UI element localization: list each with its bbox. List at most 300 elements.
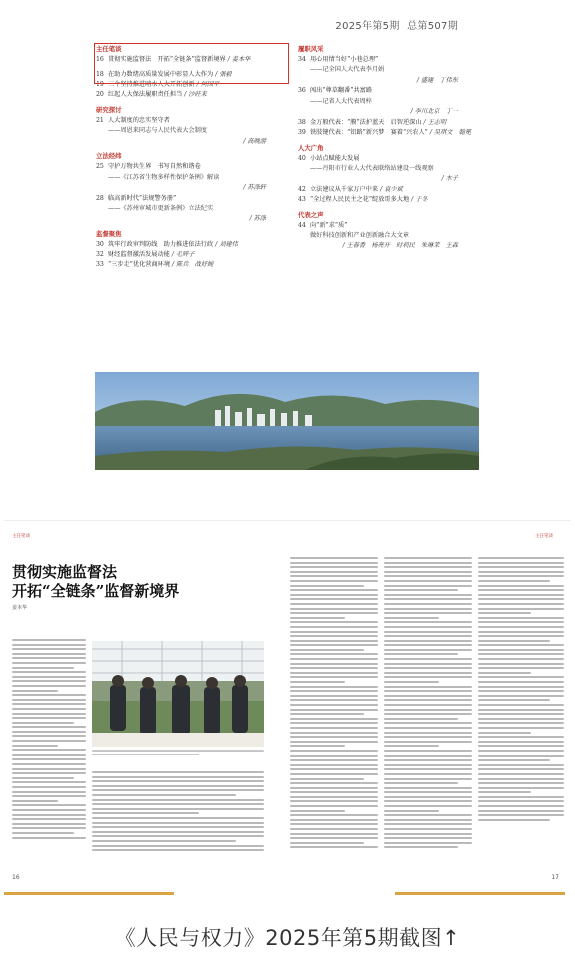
text-line xyxy=(290,842,364,844)
text-line xyxy=(92,831,264,833)
text-line xyxy=(92,750,264,752)
text-line xyxy=(290,644,378,646)
text-line xyxy=(478,603,564,605)
text-line xyxy=(478,635,564,637)
text-line xyxy=(384,773,472,775)
toc-right-column xyxy=(298,45,478,257)
text-line xyxy=(478,617,564,619)
text-line xyxy=(290,819,378,821)
text-line xyxy=(478,773,564,775)
text-line xyxy=(12,671,86,673)
text-line xyxy=(12,786,86,788)
toc-item-page: 42 xyxy=(298,185,306,193)
article-body-column-4 xyxy=(384,557,472,851)
gold-bar-right xyxy=(395,892,565,895)
text-line xyxy=(290,745,345,747)
toc-section xyxy=(96,106,286,145)
toc-item-subtitle: ——《苏州审城市更新条例》立法纪实 xyxy=(108,204,214,212)
text-line xyxy=(290,617,345,619)
text-line xyxy=(478,621,564,623)
toc-section-title: 人大广角 xyxy=(298,143,324,152)
text-line xyxy=(478,681,564,683)
toc-item-author: / 姜本华 xyxy=(227,56,251,63)
text-line xyxy=(290,699,378,701)
text-line xyxy=(478,631,564,633)
text-line xyxy=(92,785,264,787)
text-line xyxy=(290,612,378,614)
text-line xyxy=(384,805,472,807)
text-line xyxy=(290,727,378,729)
text-line xyxy=(384,653,458,655)
text-line xyxy=(12,763,86,765)
toc-item-page: 43 xyxy=(298,196,306,203)
text-line xyxy=(384,589,458,591)
text-line xyxy=(12,754,86,756)
text-line xyxy=(478,566,564,568)
text-line xyxy=(290,695,378,697)
text-line xyxy=(478,557,564,559)
text-line xyxy=(384,823,472,825)
text-line xyxy=(478,562,564,564)
text-line xyxy=(12,827,86,829)
text-line xyxy=(290,810,345,812)
text-line xyxy=(478,653,564,655)
text-line xyxy=(478,626,564,628)
text-line xyxy=(12,818,86,820)
toc-section-title: 主任笔谈 xyxy=(96,45,122,53)
text-line xyxy=(290,658,378,660)
toc-item-title: 小站点赋能大发展 xyxy=(310,154,360,162)
text-line xyxy=(478,759,550,761)
text-line xyxy=(384,566,472,568)
text-line xyxy=(478,649,564,651)
text-line xyxy=(384,814,472,816)
text-line xyxy=(290,750,378,752)
text-line xyxy=(384,833,472,835)
text-line xyxy=(12,644,86,646)
text-line xyxy=(290,594,378,596)
text-line xyxy=(384,745,439,747)
toc-item-author: / 刘建伟 xyxy=(215,240,238,248)
toc-item-page: 19 xyxy=(96,81,104,88)
text-line xyxy=(290,626,378,628)
text-line xyxy=(290,653,378,655)
text-line xyxy=(290,796,378,798)
toc-item-title: 闯出“尊草翻番”共富路 xyxy=(310,87,373,95)
toc-item xyxy=(96,241,286,249)
column-tag-left: 主任笔谈 xyxy=(12,534,30,539)
text-line xyxy=(478,663,564,665)
text-line xyxy=(290,713,364,715)
text-line xyxy=(92,822,264,824)
toc-item-author: / 盛建 丁伟东 xyxy=(416,76,458,84)
text-line xyxy=(290,672,378,674)
text-line xyxy=(478,594,564,596)
text-line xyxy=(290,759,378,761)
toc-item-author: / 苏涤轩 xyxy=(243,183,266,191)
toc-item-title: 向“新”求“质” xyxy=(310,221,348,229)
text-line xyxy=(92,826,264,828)
toc-item-title: 红起人大保法履职责任担当 xyxy=(108,91,183,99)
text-line xyxy=(290,690,378,692)
meeting-photo xyxy=(92,641,264,747)
text-line xyxy=(384,796,472,798)
text-line xyxy=(384,575,472,577)
text-line xyxy=(384,612,472,614)
text-line xyxy=(290,828,378,830)
toc-item-title: 财经监督激活发展动能 xyxy=(108,251,170,258)
text-line xyxy=(12,795,86,797)
issue-total: 总第507期 xyxy=(407,21,458,32)
text-line xyxy=(290,580,378,582)
toc-item-title: 金万般代表：“膜”法护蓝天 启智逆深山 xyxy=(310,118,422,126)
text-line xyxy=(478,741,564,743)
text-line xyxy=(290,608,378,610)
text-line xyxy=(290,663,378,665)
text-line xyxy=(12,662,86,664)
text-line xyxy=(384,608,472,610)
text-line xyxy=(478,690,564,692)
text-line xyxy=(384,722,472,724)
text-line xyxy=(290,787,378,789)
toc-item-title: 守护万物共生界 书写自然和谐卷 xyxy=(108,163,201,171)
article-body-column-5 xyxy=(478,557,564,823)
text-line xyxy=(12,823,86,825)
text-line xyxy=(290,791,378,793)
text-line xyxy=(12,745,58,747)
text-line xyxy=(384,617,439,619)
text-line xyxy=(12,832,74,834)
text-line xyxy=(92,812,199,814)
text-line xyxy=(92,845,264,847)
text-line xyxy=(384,594,472,596)
text-line xyxy=(478,745,564,747)
text-line xyxy=(478,644,564,646)
toc-item-author: / 何国平 xyxy=(196,81,220,88)
text-line xyxy=(384,819,472,821)
toc-item-author: / 吴琪文 翰冕 xyxy=(429,128,472,136)
text-line xyxy=(384,695,472,697)
text-line xyxy=(384,603,472,605)
toc-item-author: / 李川北京 丁一 xyxy=(410,107,458,115)
text-line xyxy=(92,835,264,837)
toc-item xyxy=(298,155,478,163)
toc-section-title: 立法经纬 xyxy=(96,152,122,161)
toc-item xyxy=(298,186,478,194)
text-line xyxy=(92,780,264,782)
text-line xyxy=(12,680,86,682)
text-line xyxy=(12,781,86,783)
text-line xyxy=(384,759,472,761)
text-line xyxy=(290,823,378,825)
text-line xyxy=(384,718,458,720)
text-line xyxy=(478,787,564,789)
text-line xyxy=(478,800,564,802)
toc-item-title: 三个坚持推进哨水人大开拓创新 xyxy=(108,81,195,88)
toc-item-page: 32 xyxy=(96,251,104,258)
text-line xyxy=(12,639,86,641)
text-line xyxy=(290,603,378,605)
text-line xyxy=(290,571,378,573)
text-line xyxy=(478,676,564,678)
toc-item xyxy=(96,251,286,259)
toc-item xyxy=(298,87,478,95)
article-body-column-1 xyxy=(12,639,86,841)
text-line xyxy=(290,768,378,770)
text-line xyxy=(92,794,236,796)
text-line xyxy=(12,667,74,669)
text-line xyxy=(478,727,564,729)
text-line xyxy=(92,799,264,801)
text-line xyxy=(12,708,86,710)
text-line xyxy=(384,562,472,564)
text-line xyxy=(92,771,264,773)
text-line xyxy=(384,842,472,844)
text-line xyxy=(12,837,86,839)
text-line xyxy=(12,676,86,678)
text-line xyxy=(478,805,564,807)
text-line xyxy=(478,718,564,720)
text-line xyxy=(478,709,564,711)
toc-item-page: 39 xyxy=(298,128,306,136)
toc-item-page: 16 xyxy=(96,56,104,63)
text-line xyxy=(290,805,378,807)
article-title-line1: 贯彻实施监督法 xyxy=(12,563,118,581)
text-line xyxy=(384,732,472,734)
toc-item-title: 在助力数绪高质量发展中彰显人大作为 xyxy=(108,70,214,78)
text-line xyxy=(290,736,378,738)
text-line xyxy=(290,575,378,577)
text-line xyxy=(12,749,86,751)
text-line xyxy=(478,640,550,642)
text-line xyxy=(384,764,472,766)
text-line xyxy=(384,649,472,651)
text-line xyxy=(384,736,472,738)
text-line xyxy=(384,713,472,715)
gold-bar-left xyxy=(4,892,174,895)
text-line xyxy=(478,598,564,600)
toc-item xyxy=(298,222,478,230)
text-line xyxy=(290,833,378,835)
text-line xyxy=(12,768,86,770)
photo-caption xyxy=(92,750,264,758)
toc-item-page: 25 xyxy=(96,163,104,171)
text-line xyxy=(290,649,364,651)
text-line xyxy=(478,686,564,688)
text-line xyxy=(478,791,531,793)
text-line xyxy=(384,800,472,802)
article-spread xyxy=(4,520,571,895)
toc-item-title: 用心用情当好“小巷总理” xyxy=(310,56,379,63)
toc-item-author: / 王春香 杨亮开 时利民 朱琳茉 王森 xyxy=(342,242,458,250)
toc-item-title: 临高新时代“法规警务册” xyxy=(108,194,177,202)
text-line xyxy=(384,681,439,683)
toc-section xyxy=(298,45,478,137)
text-line xyxy=(290,773,378,775)
toc-item-page: 30 xyxy=(96,240,104,248)
toc-item-author: / 毛辉子 xyxy=(171,251,195,258)
text-line xyxy=(478,580,550,582)
text-line xyxy=(290,667,378,669)
text-line xyxy=(478,608,564,610)
text-line xyxy=(384,676,472,678)
text-line xyxy=(92,803,264,805)
toc-item-subtitle: ——周恩来同志与人民代表大会制度 xyxy=(108,127,207,135)
text-line xyxy=(384,755,472,757)
toc-item-page: 28 xyxy=(96,194,104,202)
text-line xyxy=(384,658,472,660)
text-line xyxy=(384,846,458,848)
toc-item-title: 筑牢行政审判防线 助力推进依法行政 xyxy=(108,240,214,248)
toc-item xyxy=(298,56,478,64)
text-line xyxy=(384,640,472,642)
text-line xyxy=(12,657,86,659)
text-line xyxy=(92,808,264,810)
text-line xyxy=(384,750,472,752)
text-line xyxy=(290,621,378,623)
article-body-column-3 xyxy=(290,557,378,851)
article-body-column-2 xyxy=(92,771,264,854)
text-line xyxy=(290,631,378,633)
text-line xyxy=(12,814,86,816)
text-line xyxy=(384,791,472,793)
highlight-box xyxy=(94,43,289,84)
toc-section xyxy=(96,230,286,269)
toc-section-title: 监督聚焦 xyxy=(96,229,122,238)
toc-item xyxy=(298,119,478,127)
text-line xyxy=(290,589,378,591)
text-line xyxy=(12,777,74,779)
issue-year: 2025年第5期 xyxy=(335,21,400,32)
text-line xyxy=(384,727,472,729)
toc-section xyxy=(298,211,478,250)
text-line xyxy=(92,754,199,756)
toc-item-subtitle: 做好科技创新和产业创新融合大文章 xyxy=(310,232,409,239)
text-line xyxy=(12,791,86,793)
text-line xyxy=(478,713,564,715)
toc-item-title: 人大制度的忠实坚守者 xyxy=(108,117,170,124)
text-line xyxy=(384,828,472,830)
text-line xyxy=(384,672,472,674)
text-line xyxy=(12,648,86,650)
text-line xyxy=(384,810,439,812)
text-line xyxy=(478,768,564,770)
toc-item-title: 立法建议从千家万户中来 xyxy=(310,185,379,193)
text-line xyxy=(384,626,472,628)
text-line xyxy=(384,741,472,743)
text-line xyxy=(12,804,86,806)
text-line xyxy=(384,580,472,582)
article-author: 姜本华 xyxy=(12,605,28,611)
text-line xyxy=(290,732,378,734)
text-line xyxy=(12,809,86,811)
text-line xyxy=(290,782,378,784)
text-line xyxy=(478,658,564,660)
text-line xyxy=(290,722,378,724)
toc-item-page: 21 xyxy=(96,117,104,124)
text-line xyxy=(478,814,564,816)
toc-item-author: / 沙旺来 xyxy=(184,91,207,99)
text-line xyxy=(478,695,564,697)
text-line xyxy=(290,557,378,559)
text-line xyxy=(12,722,74,724)
text-line xyxy=(290,814,378,816)
toc-section-title: 代表之声 xyxy=(298,210,324,219)
text-line xyxy=(290,800,378,802)
toc-section-title: 履职风采 xyxy=(298,45,324,53)
text-line xyxy=(384,704,472,706)
text-line xyxy=(12,703,86,705)
toc-item-page: 33 xyxy=(96,261,104,269)
toc-item-author: / 陈兵 战妤婉 xyxy=(172,261,214,269)
text-line xyxy=(478,810,564,812)
issue-header xyxy=(331,17,458,32)
text-line xyxy=(478,672,531,674)
text-line xyxy=(478,585,564,587)
toc-item-page: 20 xyxy=(96,91,104,99)
text-line xyxy=(384,782,458,784)
text-line xyxy=(478,571,564,573)
text-line xyxy=(12,740,86,742)
text-line xyxy=(92,776,264,778)
text-line xyxy=(290,598,378,600)
article-title xyxy=(12,563,179,601)
toc-item-subtitle: ——《江苏省生物多样性保护条例》解读 xyxy=(108,173,220,181)
text-line xyxy=(478,667,564,669)
text-line xyxy=(290,741,378,743)
text-line xyxy=(12,726,86,728)
text-line xyxy=(384,837,472,839)
text-line xyxy=(478,796,564,798)
text-line xyxy=(290,681,345,683)
toc-section-title: 研究探讨 xyxy=(96,106,122,114)
text-line xyxy=(478,589,564,591)
city-photo xyxy=(95,372,479,470)
text-line xyxy=(478,704,564,706)
text-line xyxy=(384,635,472,637)
text-line xyxy=(290,709,378,711)
toc-item xyxy=(298,129,478,137)
text-line xyxy=(478,819,550,821)
text-line xyxy=(478,699,550,701)
toc-item-title: 铁肢键代表：“铝路”新兴梦 赛着“兴农人” xyxy=(310,128,428,136)
text-line xyxy=(478,750,564,752)
text-line xyxy=(384,778,472,780)
text-line xyxy=(384,768,472,770)
toc-item-subtitle: ——丹阳市行业人大代表联络站建设一线观察 xyxy=(310,164,434,172)
text-line xyxy=(384,787,472,789)
article-title-line2: 开拓“全链条”监督新境界 xyxy=(12,582,180,600)
toc-item xyxy=(96,163,286,171)
text-line xyxy=(290,846,378,848)
toc-item-page: 40 xyxy=(298,154,306,162)
text-line xyxy=(290,718,378,720)
toc-item xyxy=(96,117,286,125)
toc-item-author: / 張毅 xyxy=(215,70,232,78)
text-line xyxy=(12,694,86,696)
text-line xyxy=(478,575,564,577)
toc-item-author: / 高晚游 xyxy=(243,137,266,145)
text-line xyxy=(384,621,472,623)
page-number-left: 16 xyxy=(12,874,20,881)
text-line xyxy=(290,686,378,688)
text-line xyxy=(290,755,378,757)
text-line xyxy=(478,755,564,757)
text-line xyxy=(12,713,86,715)
toc-item-author: / 于冬 xyxy=(411,196,428,203)
text-line xyxy=(290,562,378,564)
text-line xyxy=(290,566,378,568)
